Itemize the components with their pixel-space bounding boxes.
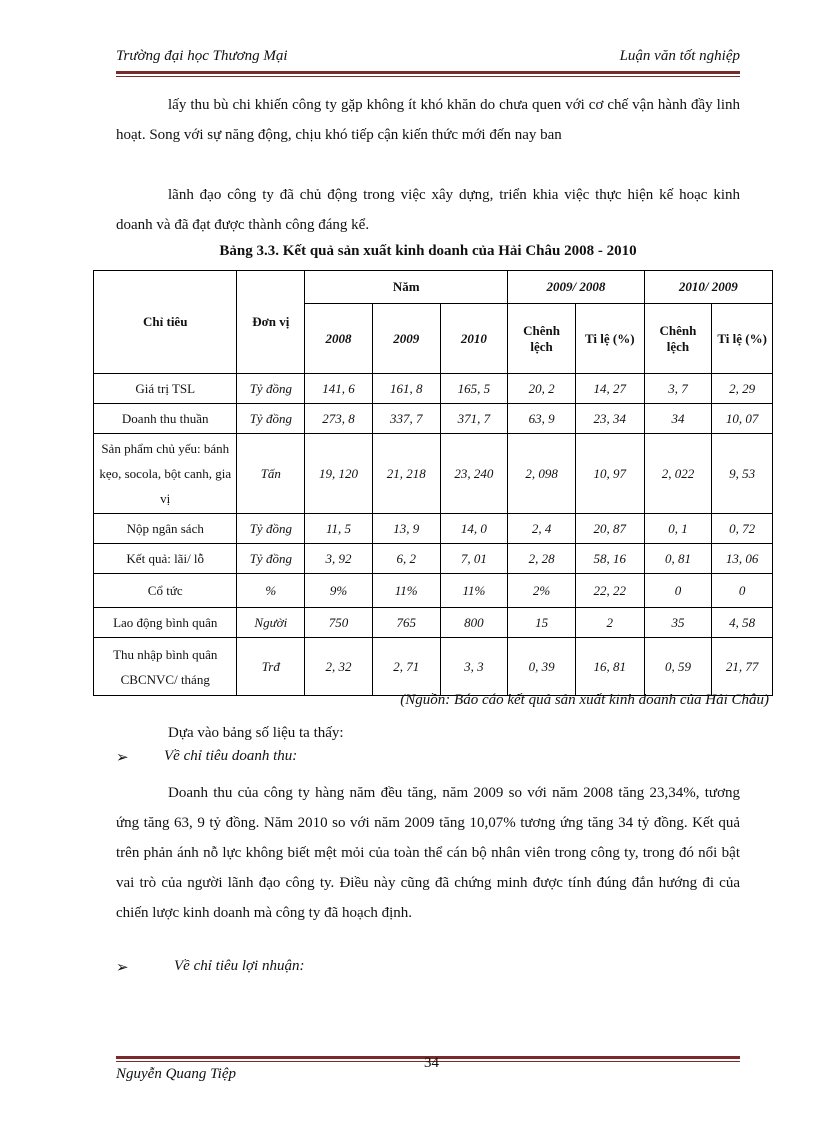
ratio-2009-2008: 22, 22 xyxy=(575,574,644,608)
value-2009: 6, 2 xyxy=(372,544,440,574)
page-header xyxy=(116,48,740,70)
value-2010: 14, 0 xyxy=(440,514,508,544)
header-ti-le-2: Ti lệ (%) xyxy=(712,304,773,374)
header-nam: Năm xyxy=(305,271,508,304)
value-2009: 161, 8 xyxy=(372,374,440,404)
intro-paragraph: lấy thu bù chi khiến công ty gặp không ít khó khăn do chưa quen với cơ chế vận hành đầy linh hoạt. Song với sự năng động, chịu khó tiếp cận kiến thức mới đến nay ban xyxy=(116,97,740,143)
row-name: Doanh thu thuần xyxy=(94,404,237,434)
header-rule xyxy=(116,71,740,74)
ratio-2009-2008: 2 xyxy=(575,608,644,638)
diff-2010-2009: 2, 022 xyxy=(644,434,712,514)
row-unit: Trđ xyxy=(237,638,305,696)
value-2010: 23, 240 xyxy=(440,434,508,514)
row-unit: Tỷ đồng xyxy=(237,514,305,544)
row-name: Lao động bình quân xyxy=(94,608,237,638)
row-unit: Người xyxy=(237,608,305,638)
row-name: Giá trị TSL xyxy=(94,374,237,404)
table-row xyxy=(94,514,773,544)
author-name: Nguyễn Quang Tiệp xyxy=(116,1066,236,1082)
diff-2010-2009: 0, 1 xyxy=(644,514,712,544)
value-2010: 165, 5 xyxy=(440,374,508,404)
value-2008: 19, 120 xyxy=(305,434,373,514)
page-number: 34 xyxy=(424,1055,439,1071)
diff-2010-2009: 0, 81 xyxy=(644,544,712,574)
ratio-2010-2009: 0 xyxy=(712,574,773,608)
diff-2010-2009: 0, 59 xyxy=(644,638,712,696)
intro-paragraph-2: lãnh đạo công ty đã chủ động trong việc xây dựng, triển khia việc thực hiện kế hoạc kinh doanh và đã đạt được thành công đáng kể. xyxy=(116,187,740,233)
value-2009: 13, 9 xyxy=(372,514,440,544)
row-unit: Tỷ đồng xyxy=(237,544,305,574)
header-2010: 2010 xyxy=(440,304,508,374)
header-ti-le-1: Ti lệ (%) xyxy=(575,304,644,374)
value-2009: 11% xyxy=(372,574,440,608)
diff-2009-2008: 15 xyxy=(508,608,576,638)
table-body xyxy=(94,374,773,696)
table-row xyxy=(94,638,773,696)
value-2009: 21, 218 xyxy=(372,434,440,514)
ratio-2009-2008: 23, 34 xyxy=(575,404,644,434)
diff-2009-2008: 2, 098 xyxy=(508,434,576,514)
value-2008: 2, 32 xyxy=(305,638,373,696)
lead-text: Dựa vào bảng số liệu ta thấy: xyxy=(168,725,344,741)
ratio-2009-2008: 14, 27 xyxy=(575,374,644,404)
ratio-2009-2008: 10, 97 xyxy=(575,434,644,514)
header-chi-tieu: Chỉ tiêu xyxy=(94,271,237,374)
row-unit: % xyxy=(237,574,305,608)
header-compare-2010-2009: 2010/ 2009 xyxy=(644,271,772,304)
diff-2009-2008: 2, 28 xyxy=(508,544,576,574)
table-row xyxy=(94,404,773,434)
row-name: Cổ tức xyxy=(94,574,237,608)
ratio-2010-2009: 10, 07 xyxy=(712,404,773,434)
diff-2009-2008: 20, 2 xyxy=(508,374,576,404)
revenue-paragraph: Doanh thu của công ty hàng năm đều tăng, năm 2009 so với năm 2008 tăng 23,34%, tương ứng tăng 63, 9 tỷ đồng. Năm 2010 so với năm 2009 tăng 10,07% tương ứng tăng 34 tỷ đồng. Kết quả trên phản ánh nỗ lực không biết mệt mỏi của toàn thể cán bộ nhân viên trong công ty, trong đó nổi bật vai trò của người lãnh đạo công ty. Điều này cũng đã chứng minh được tính đúng đắn hướng đi của chiến lược kinh doanh mà công ty đã hoạch định. xyxy=(116,785,740,921)
value-2008: 750 xyxy=(305,608,373,638)
row-unit: Tấn xyxy=(237,434,305,514)
ratio-2010-2009: 9, 53 xyxy=(712,434,773,514)
diff-2009-2008: 0, 39 xyxy=(508,638,576,696)
value-2009: 2, 71 xyxy=(372,638,440,696)
diff-2009-2008: 2, 4 xyxy=(508,514,576,544)
header-2009: 2009 xyxy=(372,304,440,374)
diff-2009-2008: 63, 9 xyxy=(508,404,576,434)
row-name: Thu nhập bình quân CBCNVC/ tháng xyxy=(94,638,237,696)
value-2009: 337, 7 xyxy=(372,404,440,434)
header-rule-thin xyxy=(116,76,740,77)
ratio-2009-2008: 58, 16 xyxy=(575,544,644,574)
header-chenh-lech-1: Chênh lệch xyxy=(508,304,576,374)
results-table xyxy=(93,270,773,696)
table-row xyxy=(94,608,773,638)
diff-2010-2009: 3, 7 xyxy=(644,374,712,404)
row-unit: Tỷ đồng xyxy=(237,404,305,434)
value-2010: 800 xyxy=(440,608,508,638)
header-2008: 2008 xyxy=(305,304,373,374)
ratio-2010-2009: 21, 77 xyxy=(712,638,773,696)
table-row xyxy=(94,374,773,404)
table-row xyxy=(94,574,773,608)
row-name: Kết quả: lãi/ lỗ xyxy=(94,544,237,574)
value-2010: 3, 3 xyxy=(440,638,508,696)
row-name: Nộp ngân sách xyxy=(94,514,237,544)
value-2009: 765 xyxy=(372,608,440,638)
ratio-2009-2008: 20, 87 xyxy=(575,514,644,544)
diff-2010-2009: 35 xyxy=(644,608,712,638)
value-2008: 273, 8 xyxy=(305,404,373,434)
value-2008: 11, 5 xyxy=(305,514,373,544)
table-row xyxy=(94,434,773,514)
value-2010: 371, 7 xyxy=(440,404,508,434)
row-name: Sản phẩm chủ yếu: bánh kẹo, socola, bột canh, gia vị xyxy=(94,434,237,514)
bullet-profit-label: Về chỉ tiêu lợi nhuận: xyxy=(174,958,305,974)
table-caption: Bảng 3.3. Kết quả sản xuất kinh doanh của Hải Châu 2008 - 2010 xyxy=(219,243,637,259)
header-university: Trường đại học Thương Mại xyxy=(116,48,288,64)
ratio-2010-2009: 13, 06 xyxy=(712,544,773,574)
arrow-bullet-icon: ➢ xyxy=(116,960,129,976)
bullet-revenue-label: Về chỉ tiêu doanh thu: xyxy=(164,748,298,764)
value-2008: 141, 6 xyxy=(305,374,373,404)
header-compare-2009-2008: 2009/ 2008 xyxy=(508,271,644,304)
ratio-2009-2008: 16, 81 xyxy=(575,638,644,696)
value-2010: 11% xyxy=(440,574,508,608)
ratio-2010-2009: 4, 58 xyxy=(712,608,773,638)
header-chenh-lech-2: Chênh lệch xyxy=(644,304,712,374)
table-row xyxy=(94,544,773,574)
row-unit: Tỷ đồng xyxy=(237,374,305,404)
value-2008: 3, 92 xyxy=(305,544,373,574)
value-2010: 7, 01 xyxy=(440,544,508,574)
arrow-bullet-icon: ➢ xyxy=(116,750,129,766)
ratio-2010-2009: 0, 72 xyxy=(712,514,773,544)
table-source: (Nguồn: Báo cáo kết quả sản xuất kinh doanh của Hải Châu) xyxy=(400,692,769,708)
diff-2010-2009: 34 xyxy=(644,404,712,434)
diff-2010-2009: 0 xyxy=(644,574,712,608)
ratio-2010-2009: 2, 29 xyxy=(712,374,773,404)
value-2008: 9% xyxy=(305,574,373,608)
header-thesis-label: Luận văn tốt nghiệp xyxy=(619,48,740,64)
diff-2009-2008: 2% xyxy=(508,574,576,608)
header-don-vi: Đơn vị xyxy=(237,271,305,374)
